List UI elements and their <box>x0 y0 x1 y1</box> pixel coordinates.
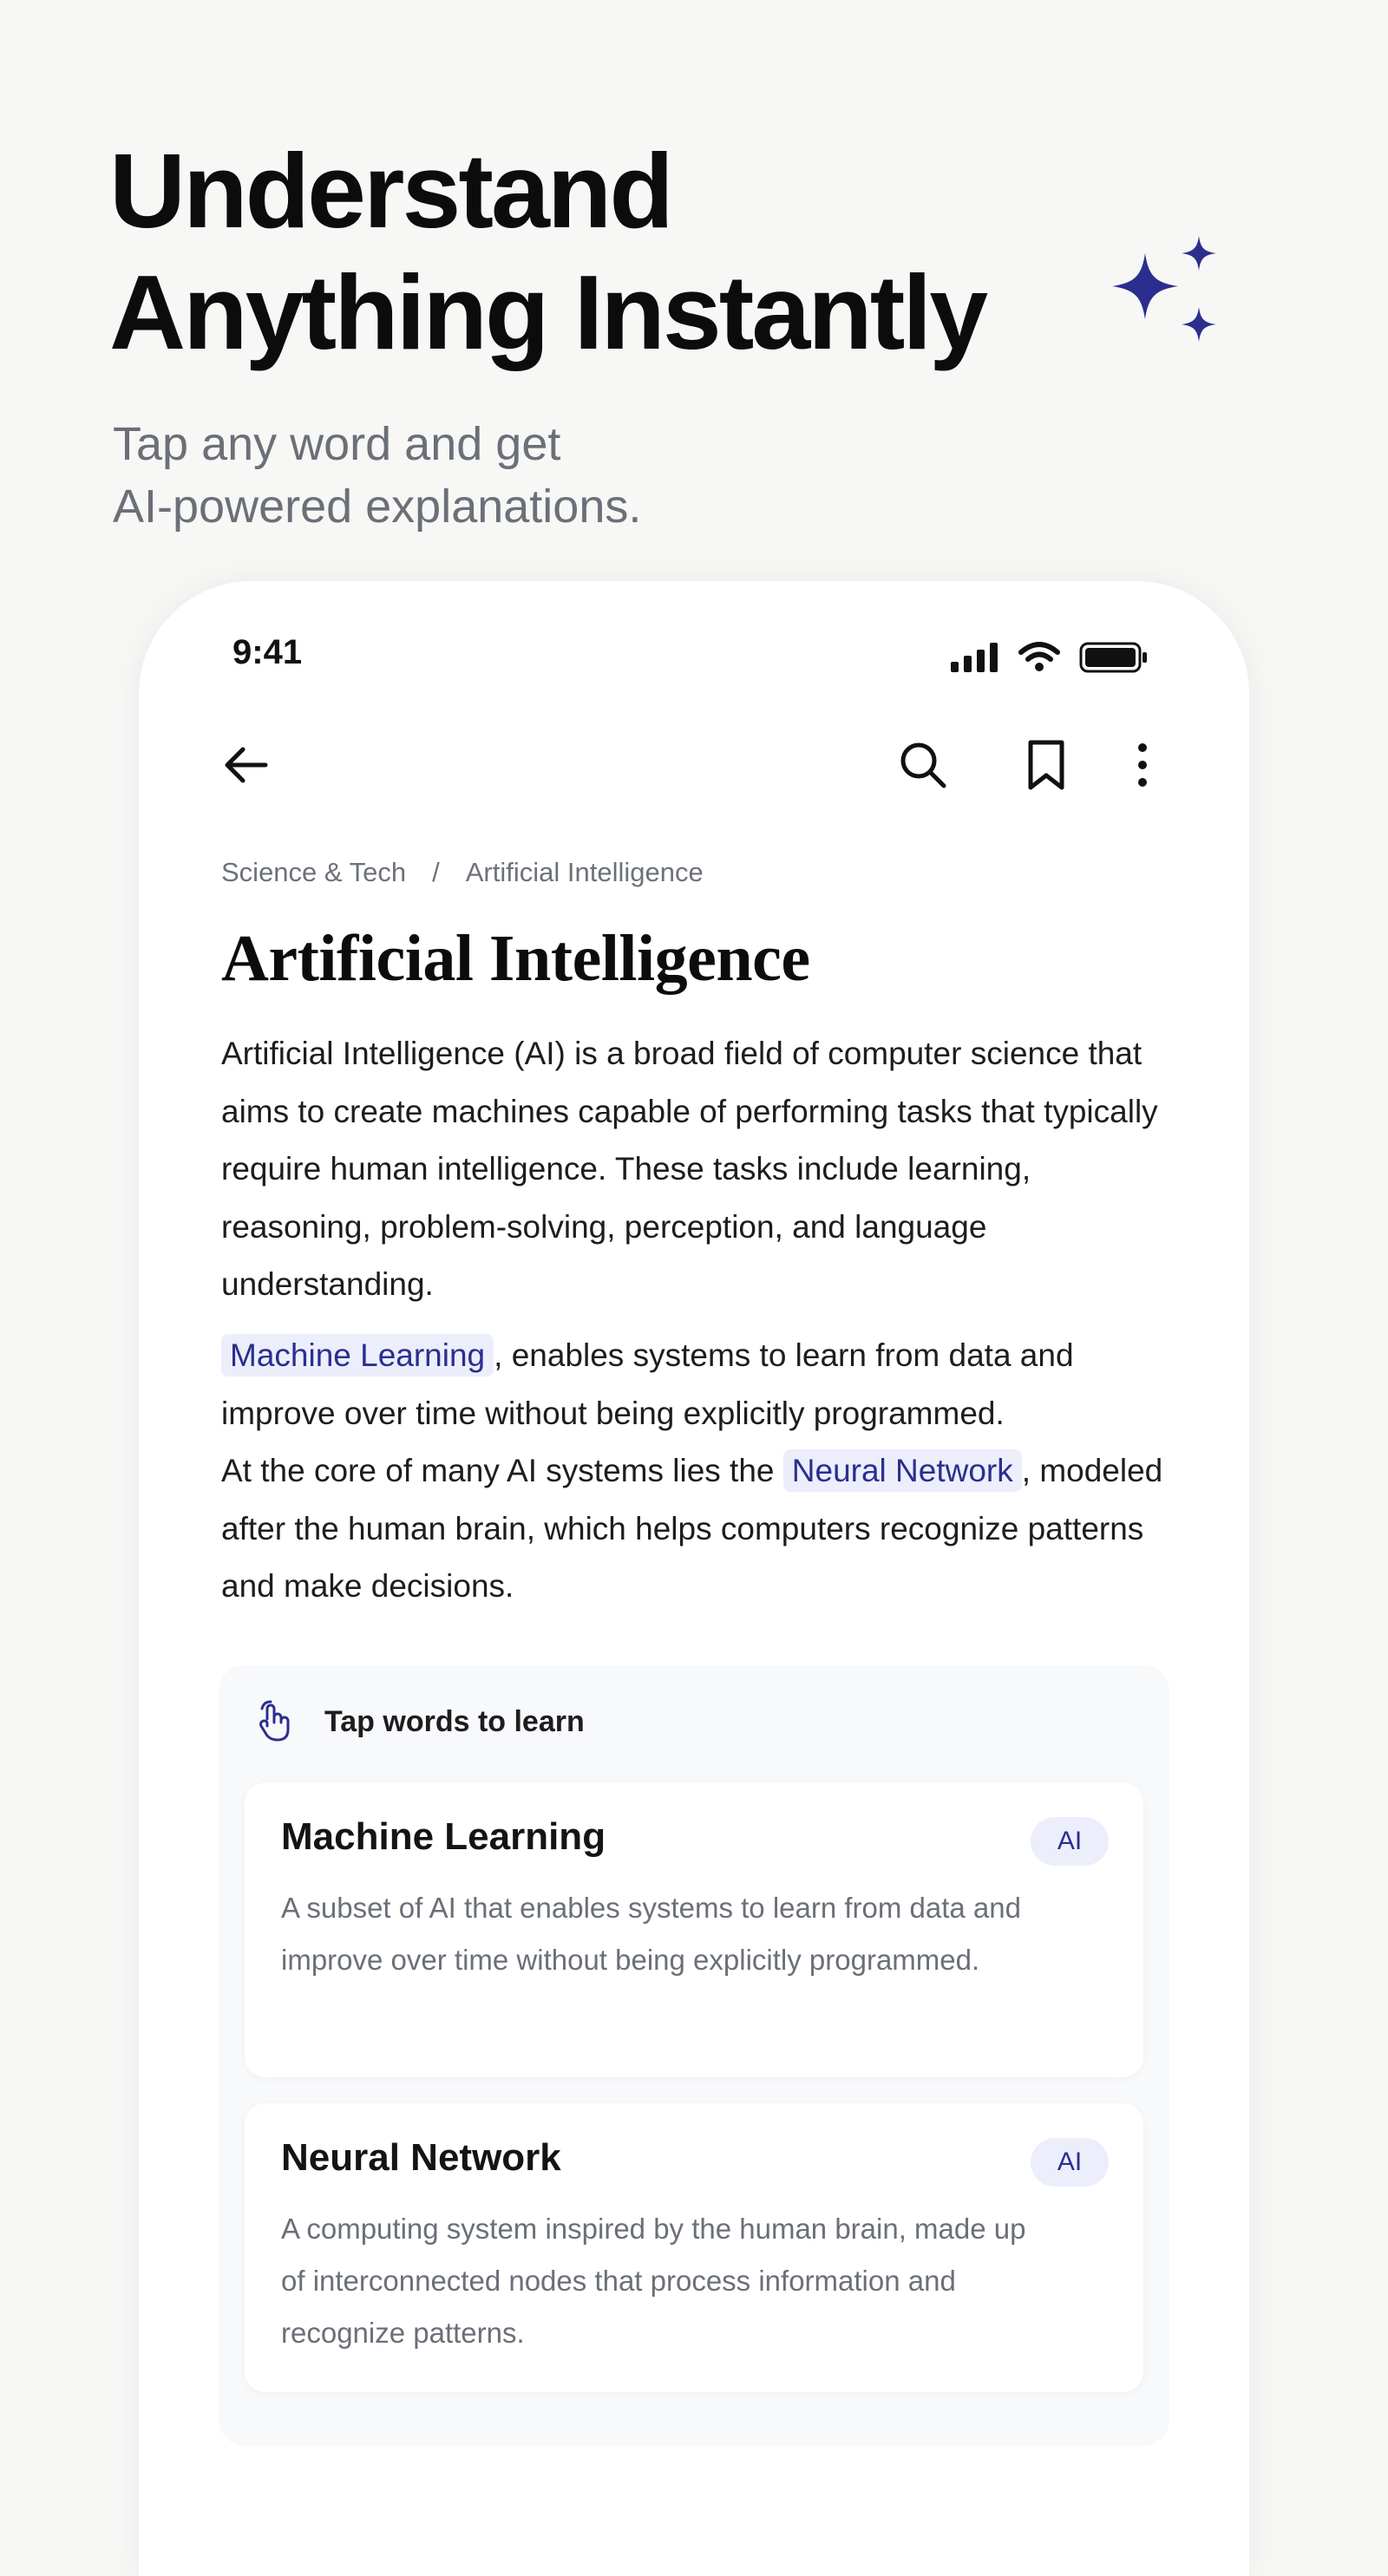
term-card-neural-network[interactable] <box>245 2103 1143 2392</box>
more-vertical-icon[interactable] <box>1129 737 1156 793</box>
term-card-title: Machine Learning <box>281 1815 606 1858</box>
term-card-description: A computing system inspired by the human brain, made up of interconnected nodes that process information and recognize patterns. <box>281 2213 1026 2349</box>
term-card-machine-learning[interactable] <box>245 1782 1143 2077</box>
breadcrumb-parent[interactable]: Science & Tech <box>221 857 407 887</box>
article-paragraph-1: Artificial Intelligence (AI) is a broad field of computer science that aims to create machines capable of performing tasks that typically require human intelligence. These tasks include learning, reasoning, problem-solving, perception, and language understanding. <box>221 1036 1158 1302</box>
status-time: 9:41 <box>232 633 303 671</box>
paragraph-text: At the core of many AI systems lies the <box>221 1453 783 1488</box>
wifi-icon <box>1018 642 1060 673</box>
ai-badge: AI <box>1031 2138 1109 2187</box>
hero-title <box>109 130 985 373</box>
article-title: Artificial Intelligence <box>221 922 810 995</box>
paragraph-text: , enables systems to learn from data and improve over time without being explicitly programmed. <box>221 1337 1074 1431</box>
status-icons <box>951 642 1149 673</box>
tap-words-panel <box>219 1665 1169 2446</box>
article-paragraph-2 <box>221 1327 1184 1616</box>
term-card-title: Neural Network <box>281 2136 561 2179</box>
highlighted-term-neural-network[interactable]: Neural Network <box>783 1449 1022 1492</box>
hero-subtitle-line-2: AI-powered explanations. <box>113 481 642 533</box>
phone-mockup <box>139 581 1249 2576</box>
term-card-description: A subset of AI that enables systems to learn from data and improve over time without being explicitly programmed. <box>281 1892 1021 1976</box>
highlighted-term-machine-learning[interactable]: Machine Learning <box>221 1334 494 1376</box>
hero-subtitle <box>113 413 641 538</box>
search-icon[interactable] <box>897 739 949 791</box>
hero-title-line-1: Understand <box>109 132 671 250</box>
tap-words-header <box>257 1700 585 1743</box>
signal-icon <box>951 643 999 672</box>
hero-title-line-2: Anything Instantly <box>109 253 986 371</box>
back-arrow-icon[interactable] <box>219 737 274 793</box>
ai-badge: AI <box>1031 1817 1109 1866</box>
hero-subtitle-line-1: Tap any word and get <box>113 418 561 470</box>
battery-icon <box>1079 642 1149 673</box>
bookmark-icon[interactable] <box>1020 737 1072 793</box>
breadcrumb-current: Artificial Intelligence <box>465 857 704 887</box>
breadcrumb-separator: / <box>432 857 440 887</box>
sparkles-icon <box>1110 232 1223 354</box>
tap-words-label: Tap words to learn <box>324 1704 585 1738</box>
breadcrumb <box>221 857 704 888</box>
paragraph-text: , modeled after the human brain, which helps computers recognize patterns and make decisions. <box>221 1453 1163 1604</box>
tap-hand-icon <box>257 1700 295 1743</box>
